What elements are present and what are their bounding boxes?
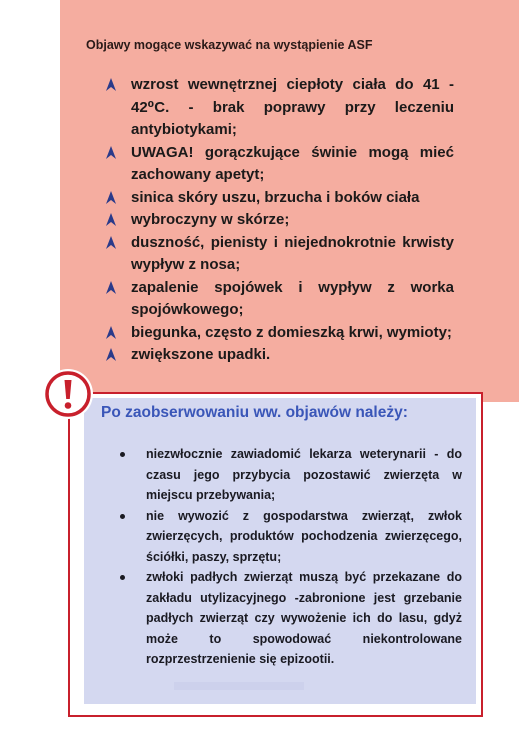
arrowhead-bullet-icon bbox=[104, 187, 118, 209]
list-item: wybroczyny w skórze; bbox=[104, 209, 454, 232]
warning-heading: Po zaobserwowaniu ww. objawów należy: bbox=[101, 404, 408, 421]
bullet-dot-icon bbox=[120, 452, 125, 457]
arrowhead-bullet-icon bbox=[104, 277, 118, 299]
list-item: UWAGA! gorączkujące świnie mogą mieć zachowany apetyt; bbox=[104, 142, 454, 187]
arrowhead-bullet-icon bbox=[104, 232, 118, 254]
arrowhead-bullet-icon bbox=[104, 209, 118, 231]
list-item: biegunka, często z domieszką krwi, wymioty; bbox=[104, 322, 454, 345]
list-item: duszność, pienisty i niejednokrotnie krwisty wypływ z nosa; bbox=[104, 232, 454, 277]
symptoms-title: Objawy mogące wskazywać na wystąpienie ASF bbox=[86, 38, 373, 52]
arrowhead-bullet-icon bbox=[104, 142, 118, 164]
list-item: zwiększone upadki. bbox=[104, 344, 454, 367]
bullet-dot-icon bbox=[120, 514, 125, 519]
arrowhead-bullet-icon bbox=[104, 322, 118, 344]
list-item: niezwłocznie zawiadomić lekarza weterynarii - do czasu jego przybycia pozostawić zwierzęta w miejscu przebywania; bbox=[118, 444, 462, 506]
list-item: wzrost wewnętrznej ciepłoty ciała do 41 - 42⁰C. - brak poprawy przy leczeniu antybiotykami; bbox=[104, 74, 454, 142]
list-item: nie wywozić z gospodarstwa zwierząt, zwłok zwierzęcych, produktów pochodzenia zwierzęcego, ściółki, paszy, sprzętu; bbox=[118, 506, 462, 568]
list-item: sinica skóry uszu, brzucha i boków ciała bbox=[104, 187, 454, 210]
actions-list bbox=[118, 444, 462, 670]
list-item: zwłoki padłych zwierząt muszą być przekazane do zakładu utylizacyjnego -zabronione jest grzebanie padłych zwierząt czy wywożenie ich do lasu, gdyż może to spowodować niekontrolowane rozprzestrzenienie się epizootii. bbox=[118, 567, 462, 670]
arrowhead-bullet-icon bbox=[104, 344, 118, 366]
bullet-dot-icon bbox=[120, 575, 125, 580]
arrowhead-bullet-icon bbox=[104, 74, 118, 96]
faded-footer-mark bbox=[174, 682, 304, 690]
exclamation-warning-icon bbox=[43, 369, 93, 419]
list-item: zapalenie spojówek i wypływ z worka spojówkowego; bbox=[104, 277, 454, 322]
symptoms-list bbox=[104, 74, 454, 367]
